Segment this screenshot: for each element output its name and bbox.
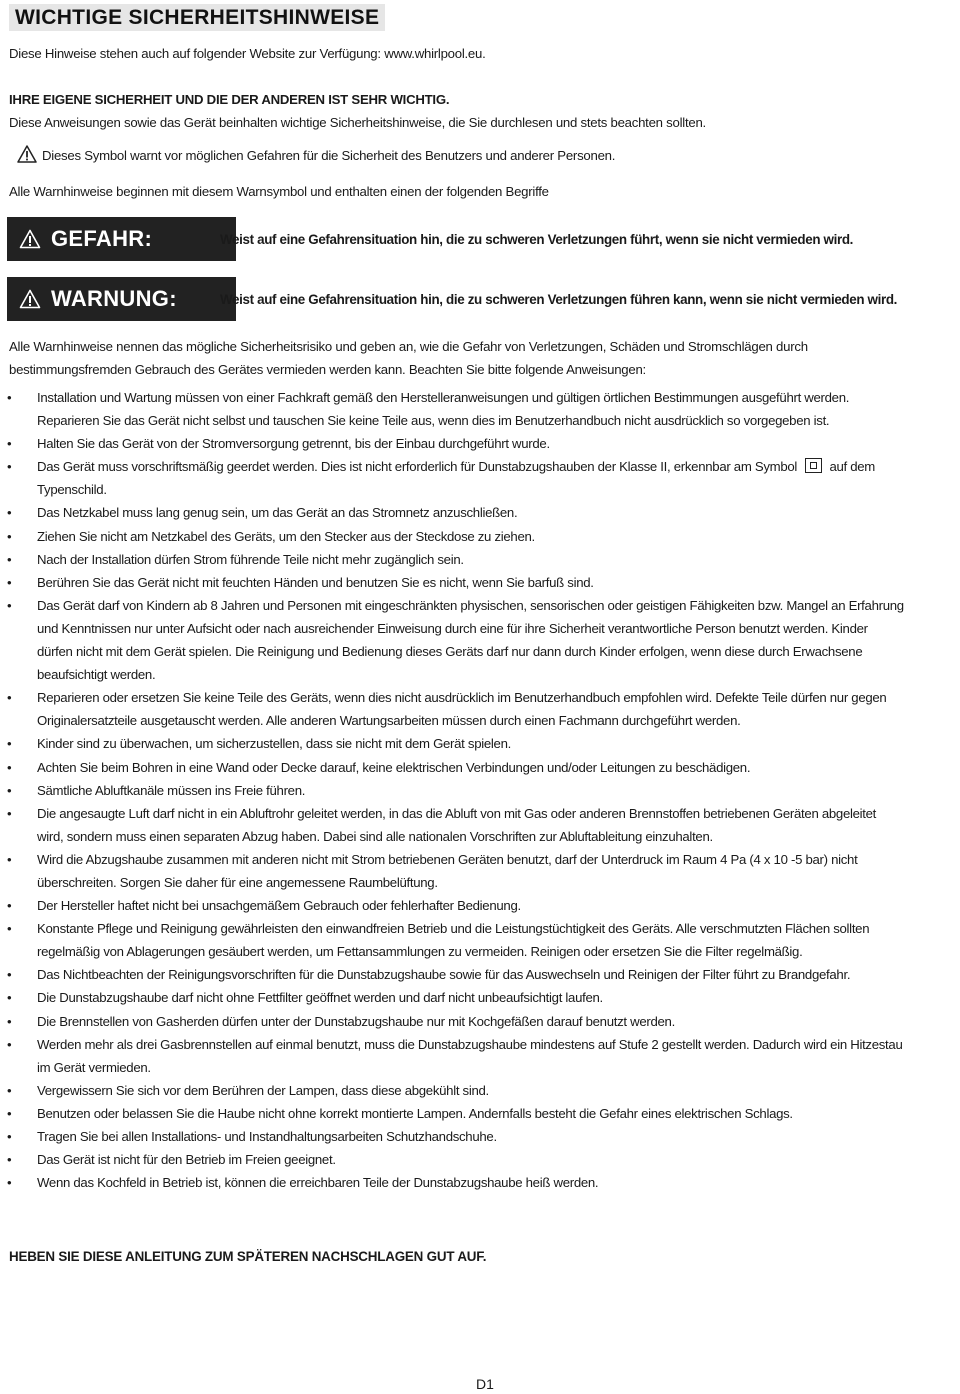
bullet-glyph: • <box>7 782 12 798</box>
list-item: • Vergewissern Sie sich vor dem Berühren der Lampen, dass diese abgekühlt sind. <box>0 1079 960 1102</box>
bullet-glyph: • <box>7 436 12 452</box>
bullet-glyph: • <box>7 597 12 613</box>
warning-triangle-icon <box>19 229 41 249</box>
danger-badge <box>7 217 236 261</box>
bullet-glyph: • <box>7 528 12 544</box>
list-item: • Installation und Wartung müssen von einer Fachkraft gemäß den Herstelleranweisungen und gültigen örtlichen Bestimmungen ausgeführt werden. Reparieren Sie das Gerät nicht selbst und tauschen Sie keine Teile aus, wenn dies im Benutzerhandbuch nicht ausdrücklich so vorgegeben ist. <box>0 386 960 432</box>
website-line: Diese Hinweise stehen auch auf folgender Website zur Verfügung: www.whirlpool.eu. <box>9 46 486 61</box>
keep-instructions-note: HEBEN SIE DIESE ANLEITUNG ZUM SPÄTEREN NACHSCHLAGEN GUT AUF. <box>9 1249 487 1264</box>
list-item: • Die angesaugte Luft darf nicht in ein Abluftrohr geleitet werden, in das die Abluft von mit Gas oder anderen Brennstoffen betriebenen Geräten abgeleitet wird, sondern muss einen separaten Abzug haben. Dabei sind alle nationalen Vorschriften zur Abluftableitung einzuhalten. <box>0 802 960 848</box>
list-item: • Die Brennstellen von Gasherden dürfen unter der Dunstabzugshaube nur mit Kochgefäßen darauf benutzt werden. <box>0 1010 960 1033</box>
bullet-glyph: • <box>7 1013 12 1029</box>
general-line-2: bestimmungsfremden Gebrauch des Gerätes vermieden werden kann. Beachten Sie bitte folgende Anweisungen: <box>9 362 646 377</box>
list-item: • Das Gerät muss vorschriftsmäßig geerdet werden. Dies ist nicht erforderlich für Dunstabzugshauben der Klasse II, erkennbar am Symbol auf dem Typenschild. <box>0 455 960 501</box>
list-item: • Nach der Installation dürfen Strom führende Teile nicht mehr zugänglich sein. <box>0 548 960 571</box>
warning-description: Weist auf eine Gefahrensituation hin, die zu schweren Verletzungen führen kann, wenn sie nicht vermieden wird. <box>220 292 898 307</box>
list-item: • Das Gerät ist nicht für den Betrieb im Freien geeignet. <box>0 1148 960 1171</box>
list-item: • Ziehen Sie nicht am Netzkabel des Geräts, um den Stecker aus der Steckdose zu ziehen. <box>0 525 960 548</box>
bullet-glyph: • <box>7 921 12 937</box>
safety-heading: IHRE EIGENE SICHERHEIT UND DIE DER ANDEREN IST SEHR WICHTIG. <box>9 92 450 107</box>
list-item: • Das Netzkabel muss lang genug sein, um das Gerät an das Stromnetz anzuschließen. <box>0 501 960 524</box>
list-item: • Sämtliche Abluftkanäle müssen ins Freie führen. <box>0 779 960 802</box>
list-item: • Achten Sie beim Bohren in eine Wand oder Decke darauf, keine elektrischen Verbindungen und/oder Leitungen zu beschädigen. <box>0 756 960 779</box>
warning-triangle-icon <box>19 289 41 309</box>
list-item: • Der Hersteller haftet nicht bei unsachgemäßem Gebrauch oder fehlerhafter Bedienung. <box>0 894 960 917</box>
bullet-glyph: • <box>7 736 12 752</box>
danger-description: Weist auf eine Gefahrensituation hin, die zu schweren Verletzungen führt, wenn sie nicht vermieden wird. <box>220 232 854 247</box>
warning-label: WARNUNG: <box>51 286 177 311</box>
list-item: • Das Gerät darf von Kindern ab 8 Jahren und Personen mit eingeschränkten physischen, sensorischen oder geistigen Fähigkeiten bzw. Mangel an Erfahrung und Kenntnissen nur unter Aufsicht oder nach ausreichender Einweisung durch eine für ihre Sicherheit verantwortliche Person benutzt werden. Kinder dürfen nicht mit dem Gerät spielen. Die Reinigung und Bedienung dieses Geräts darf nur dann durch Kinder erfolgen, wenn diese durch Erwachsene beaufsichtigt werden. <box>0 594 960 686</box>
bullet-glyph: • <box>7 390 12 405</box>
bullet-glyph: • <box>7 851 12 867</box>
list-item: • Wird die Abzugshaube zusammen mit anderen nicht mit Strom betriebenen Geräten benutzt, darf der Unterdruck im Raum 4 Pa (4 x 10 -5 bar) nicht überschreiten. Sorgen Sie daher für eine angemessene Raumbelüftung. <box>0 848 960 894</box>
list-item: • Reparieren oder ersetzen Sie keine Teile des Geräts, wenn dies nicht ausdrücklich im Benutzerhandbuch empfohlen wird. Defekte Teile dürfen nur gegen Originalersatzteile ausgetauscht werden. Alle anderen Wartungsarbeiten müssen durch einen Fachmann durchgeführt werden. <box>0 686 960 732</box>
danger-label: GEFAHR: <box>51 226 153 251</box>
page-title: WICHTIGE SICHERHEITSHINWEISE <box>9 4 385 31</box>
list-item: • Das Nichtbeachten der Reinigungsvorschriften für die Dunstabzugshaube sowie für das Auswechseln und Reinigen der Filter führt zu Brandgefahr. <box>0 963 960 986</box>
bullet-glyph: • <box>7 1082 12 1098</box>
warning-triangle-icon <box>17 145 37 163</box>
list-item: • Tragen Sie bei allen Installations- und Instandhaltungsarbeiten Schutzhandschuhe. <box>0 1125 960 1148</box>
bullet-glyph: • <box>7 1129 12 1144</box>
general-line-1: Alle Warnhinweise nennen das mögliche Sicherheitsrisiko und geben an, wie die Gefahr von Verletzungen, Schäden und Stromschlägen durch <box>9 339 808 354</box>
list-item: • Konstante Pflege und Reinigung gewährleisten den einwandfreien Betrieb und die Leistungstüchtigkeit des Geräts. Alle verschmutzten Flächen sollten regelmäßig von Ablagerungen gesäubert werden, um Fettansammlungen zu vermeiden. Reinigen oder ersetzen Sie die Filter regelmäßig. <box>0 917 960 963</box>
page-number: D1 <box>476 1376 494 1392</box>
terms-line: Alle Warnhinweise beginnen mit diesem Warnsymbol und enthalten einen der folgenden Begriffe <box>9 184 549 199</box>
instructions-line: Diese Anweisungen sowie das Gerät beinhalten wichtige Sicherheitshinweise, die Sie durchlesen und stets beachten sollten. <box>9 115 706 130</box>
bullet-glyph: • <box>7 505 12 521</box>
bullet-glyph: • <box>7 805 12 821</box>
class-ii-symbol-icon <box>805 458 822 473</box>
symbol-line: Dieses Symbol warnt vor möglichen Gefahren für die Sicherheit des Benutzers und anderer Personen. <box>42 148 616 163</box>
bullet-glyph: • <box>7 551 12 567</box>
safety-bullet-list <box>0 386 960 1194</box>
bullet-glyph: • <box>7 574 12 590</box>
list-item: • Halten Sie das Gerät von der Stromversorgung getrennt, bis der Einbau durchgeführt wurde. <box>0 432 960 455</box>
bullet-glyph: • <box>7 990 12 1006</box>
bullet-glyph: • <box>7 1105 12 1121</box>
bullet-glyph: • <box>7 690 12 706</box>
bullet-glyph: • <box>7 967 12 983</box>
list-item: • Werden mehr als drei Gasbrennstellen auf einmal benutzt, muss die Dunstabzugshaube mindestens auf Stufe 2 gestellt werden. Dadurch wird ein Hitzestau im Gerät vermieden. <box>0 1033 960 1079</box>
bullet-glyph: • <box>7 1152 12 1168</box>
list-item: • Berühren Sie das Gerät nicht mit feuchten Händen und benutzen Sie es nicht, wenn Sie barfuß sind. <box>0 571 960 594</box>
list-item: • Die Dunstabzugshaube darf nicht ohne Fettfilter geöffnet werden und darf nicht unbeaufsichtigt laufen. <box>0 986 960 1009</box>
bullet-glyph: • <box>7 459 12 475</box>
bullet-glyph: • <box>7 1036 12 1052</box>
bullet-glyph: • <box>7 1175 12 1191</box>
bullet-glyph: • <box>7 759 12 775</box>
bullet-glyph: • <box>7 898 12 914</box>
list-item: • Wenn das Kochfeld in Betrieb ist, können die erreichbaren Teile der Dunstabzugshaube heiß werden. <box>0 1171 960 1194</box>
warning-badge <box>7 277 236 321</box>
list-item: • Benutzen oder belassen Sie die Haube nicht ohne korrekt montierte Lampen. Andernfalls besteht die Gefahr eines elektrischen Schlags. <box>0 1102 960 1125</box>
list-item: • Kinder sind zu überwachen, um sicherzustellen, dass sie nicht mit dem Gerät spielen. <box>0 732 960 755</box>
